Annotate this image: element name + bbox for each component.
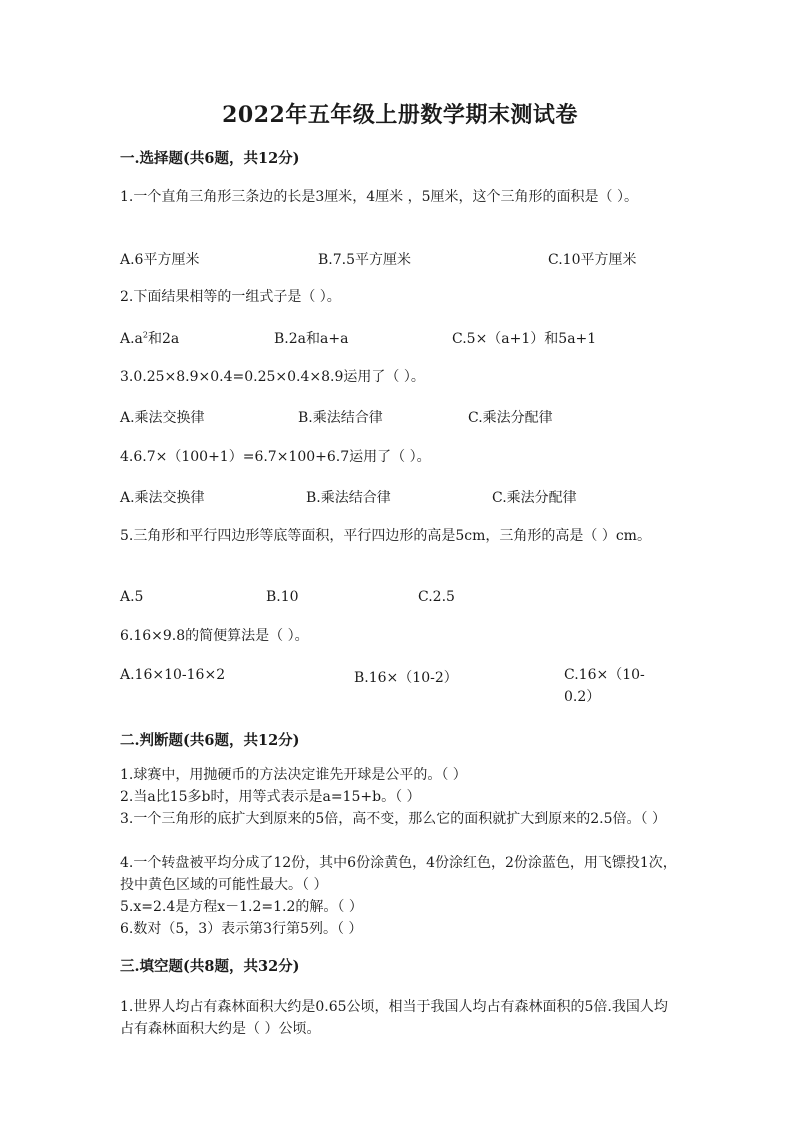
section-title-judgement: 二.判断题(共6题，共12分) (120, 732, 300, 749)
question-stem: 5.三角形和平行四边形等底等面积，平行四边形的高是5cm，三角形的高是（ ）cm。 (120, 528, 651, 544)
page-title: 2022年五年级上册数学期末测试卷 (222, 102, 578, 128)
judgement-item: 4.一个转盘被平均分成了12份，其中6份涂黄色，4份涂红色，2份涂蓝色，用飞镖投1次，投中黄色区域的可能性最大。（ ） (120, 855, 677, 893)
option-a: A.乘法交换律 (120, 410, 205, 426)
option-a: $A.a^2$和2a (120, 330, 180, 347)
judgement-item: 2.当a比15多b时，用等式表示是a=15+b。（ ） (120, 789, 421, 805)
option-b: B.16×（10-2） (354, 670, 458, 686)
option-b: B.10 (266, 589, 299, 605)
judgement-item: 1.球赛中，用抛硬币的方法决定谁先开球是公平的。（ ） (120, 767, 467, 783)
option-b: B.乘法结合律 (306, 490, 391, 506)
question-stem: 1.世界人均占有森林面积大约是0.65公顷，相当于我国人均占有森林面积的5倍.我国人均占有森林面积大约是（ ）公顷。 (120, 999, 668, 1037)
option-a: A.乘法交换律 (120, 490, 205, 506)
judgement-item: 5.x=2.4是方程x－1.2=1.2的解。（ ） (120, 899, 363, 915)
option-c: C.2.5 (418, 589, 455, 605)
question-stem: 2.下面结果相等的一组式子是（ ）。 (120, 289, 341, 305)
option-c: C.乘法分配律 (468, 410, 553, 426)
option-c: C.10平方厘米 (548, 252, 637, 268)
option-b: B.乘法结合律 (298, 410, 383, 426)
section-title-choice: 一.选择题(共6题，共12分) (120, 150, 300, 167)
option-c: C.乘法分配律 (492, 490, 577, 506)
option-b: B.7.5平方厘米 (318, 252, 412, 268)
option-c: C.5×（a+1）和5a+1 (452, 331, 597, 347)
option-c: C.16×（10-0.2） (564, 667, 645, 705)
section-title-fill-in: 三.填空题(共8题，共32分) (120, 958, 300, 975)
question-stem: 6.16×9.8的简便算法是（ ）。 (120, 628, 309, 644)
option-a: A.16×10-16×2 (120, 667, 226, 683)
option-a: A.5 (120, 589, 144, 605)
option-b: B.2a和a+a (274, 331, 349, 347)
question-stem: 1.一个直角三角形三条边的长是3厘米，4厘米 ，5厘米，这个三角形的面积是（ ）。 (120, 189, 638, 205)
question-stem: 3.0.25×8.9×0.4=0.25×0.4×8.9运用了（ ）。 (120, 369, 425, 385)
judgement-item: 3.一个三角形的底扩大到原来的5倍，高不变，那么它的面积就扩大到原来的2.5倍。（ ） (120, 811, 666, 827)
judgement-item: 6.数对（5，3）表示第3行第5列。（ ） (120, 921, 363, 937)
question-stem: 4.6.7×（100+1）=6.7×100+6.7运用了（ ）。 (120, 449, 431, 465)
option-a: A.6平方厘米 (120, 252, 200, 268)
